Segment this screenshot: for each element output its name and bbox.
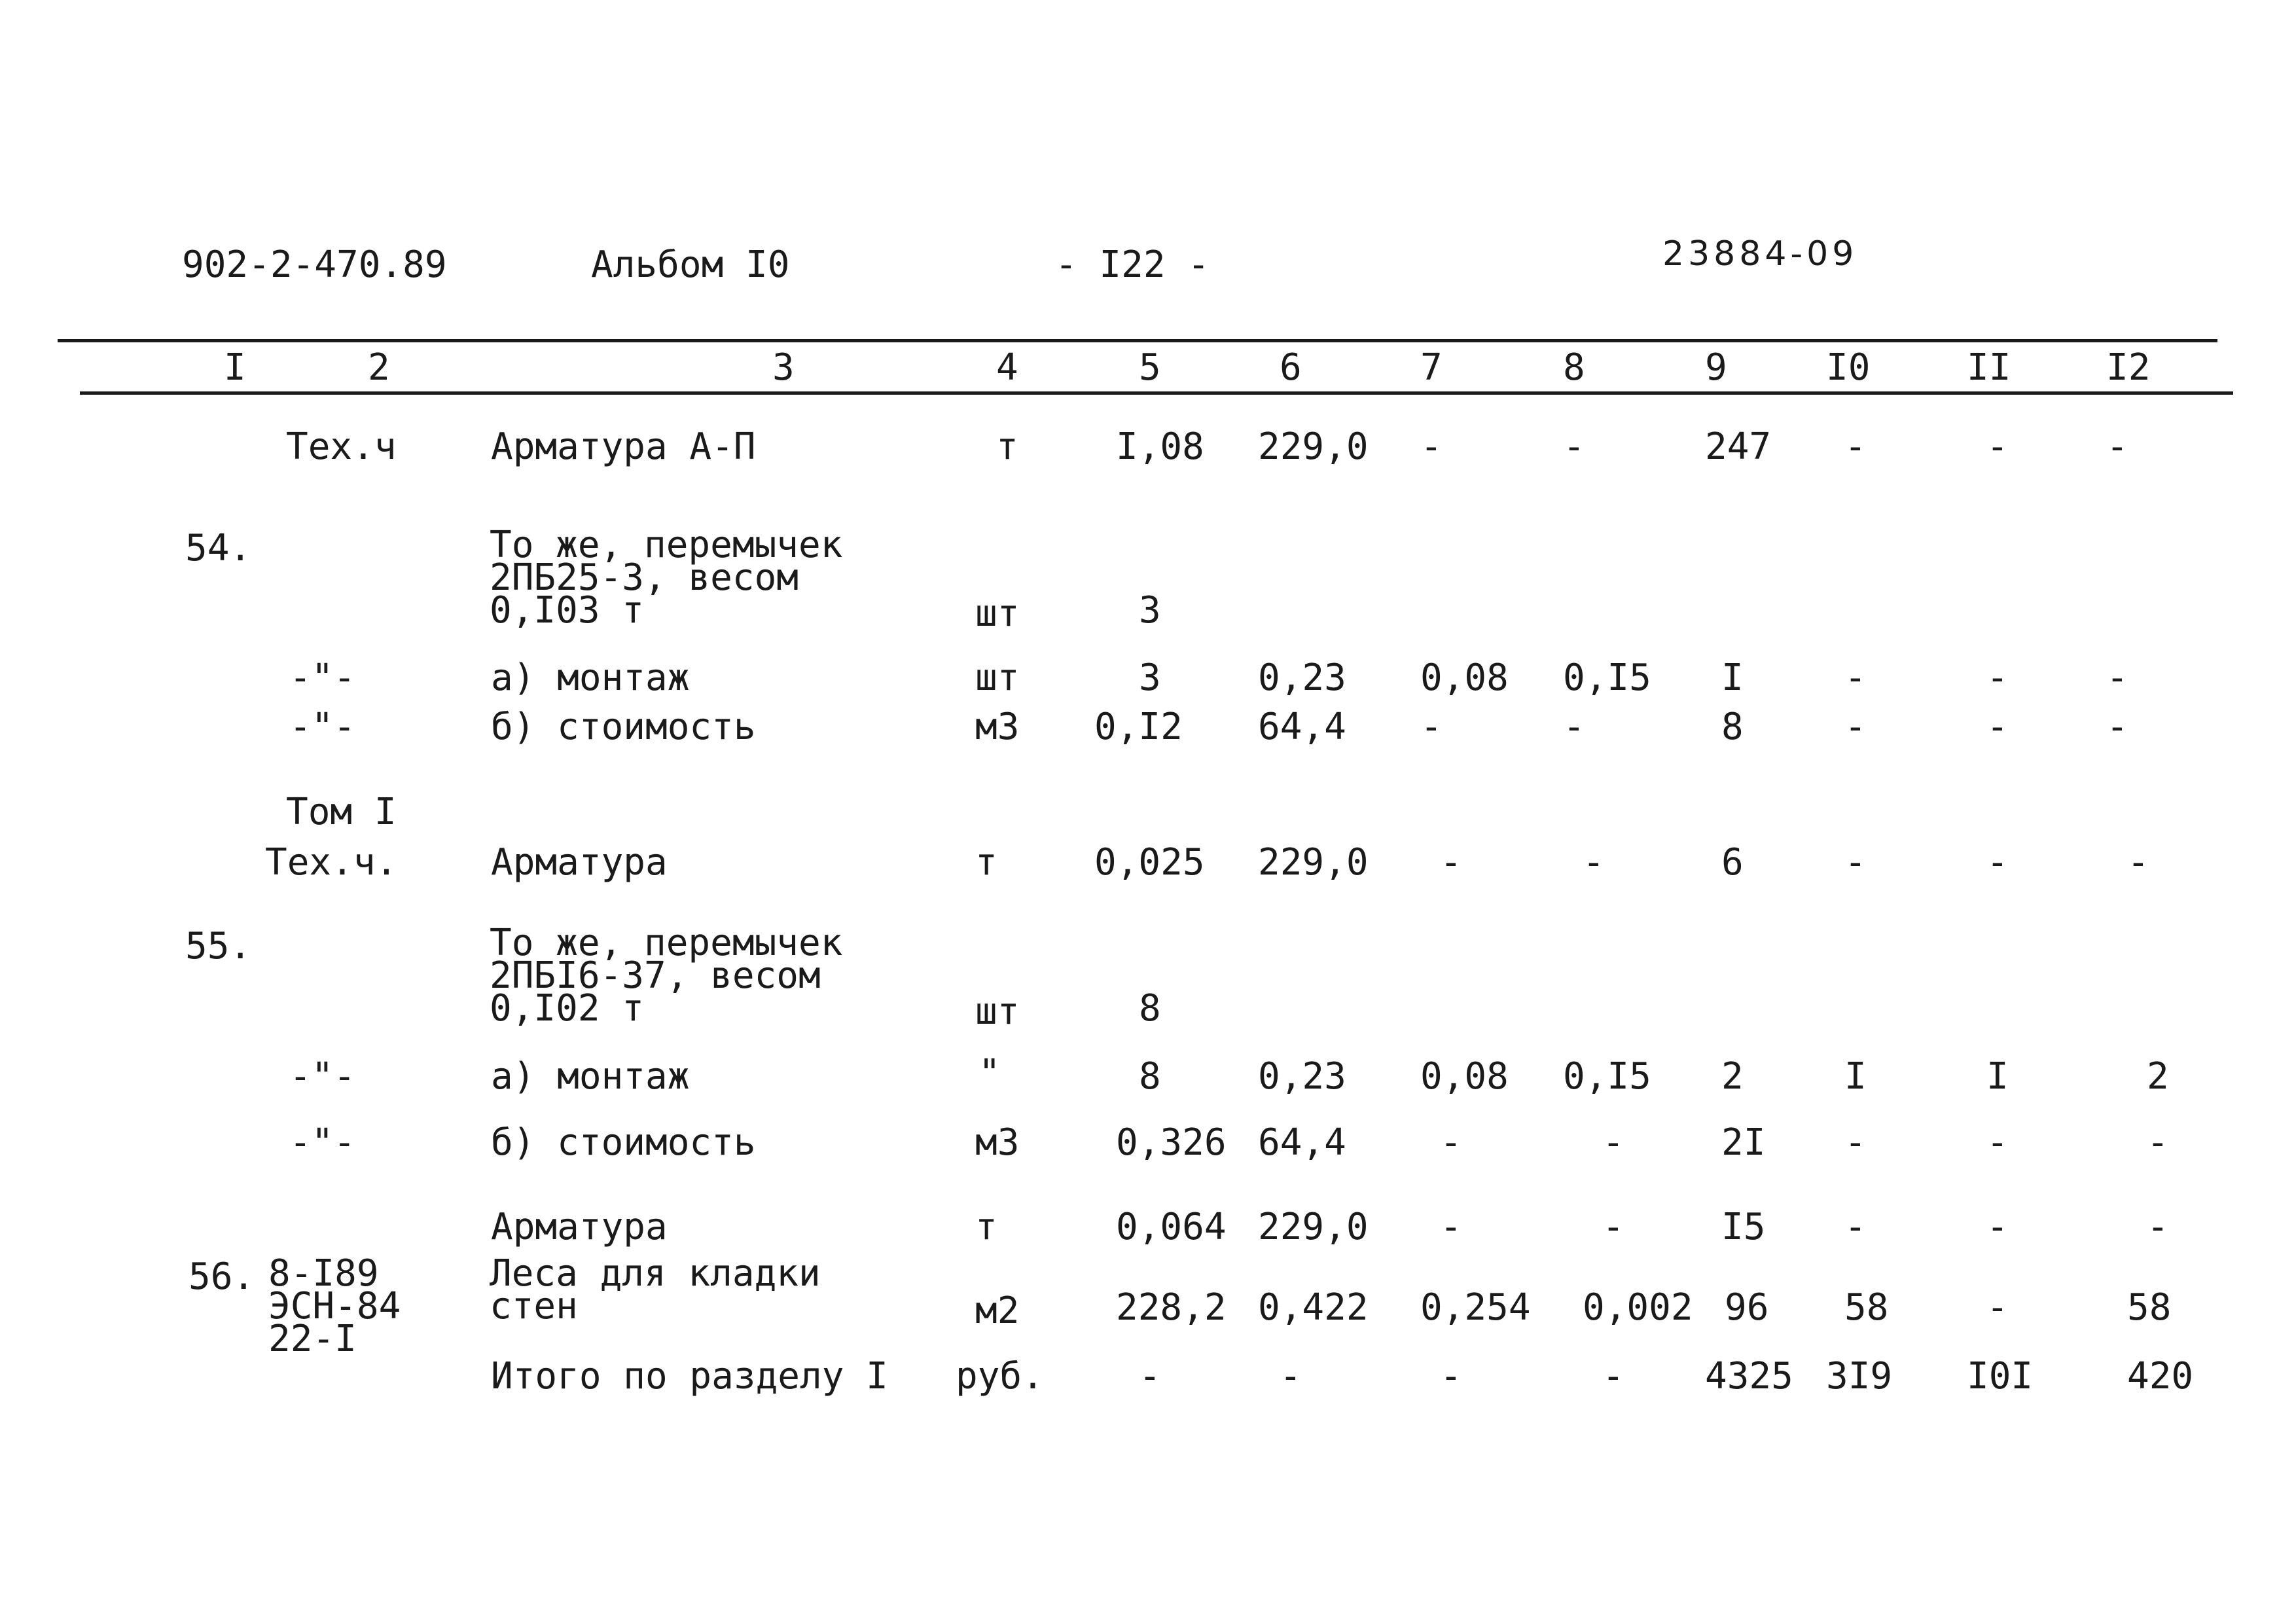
row9-c12: - — [2147, 1121, 2169, 1164]
col-header-9: 9 — [1705, 346, 1727, 389]
row2-qty: 3 — [1139, 589, 1161, 632]
total-c9: 4325 — [1705, 1355, 1793, 1398]
total-c8: - — [1602, 1355, 1624, 1398]
row3-c8: 0,I5 — [1563, 657, 1651, 699]
total-c6: - — [1280, 1355, 1302, 1398]
doc-code: 902-2-470.89 — [182, 244, 447, 286]
row4-c9: 8 — [1721, 706, 1744, 748]
col-header-12: I2 — [2106, 346, 2151, 389]
row3-c11: - — [1986, 657, 2009, 699]
row4-c12: - — [2106, 706, 2128, 748]
row2-unit: шт — [975, 592, 1020, 635]
col-header-7: 7 — [1420, 346, 1443, 389]
col-header-3: 3 — [772, 346, 795, 389]
row6-qty: 0,025 — [1094, 841, 1205, 884]
header-bottom-rule — [80, 391, 2233, 395]
row8-c9: 2 — [1721, 1055, 1744, 1098]
row11-qty: 228,2 — [1116, 1286, 1227, 1329]
row10-qty: 0,064 — [1116, 1206, 1227, 1248]
row1-c6: 229,0 — [1258, 425, 1369, 468]
handwritten-number: 23884-09 — [1662, 234, 1858, 274]
col-header-10: I0 — [1826, 346, 1871, 389]
row1-ref: Тех.ч — [286, 425, 397, 468]
album-label: Альбом I0 — [591, 244, 790, 286]
row7-name: То же, перемычек 2ПБI6-37, весом 0,I02 т — [490, 922, 843, 1030]
row8-c8: 0,I5 — [1563, 1055, 1651, 1098]
col-header-11: II — [1967, 346, 2011, 389]
row11-c10: 58 — [1844, 1286, 1889, 1329]
row8-name: а) монтаж — [491, 1055, 690, 1098]
row3-qty: 3 — [1139, 657, 1161, 699]
row4-c8: - — [1563, 706, 1585, 748]
row4-c10: - — [1844, 706, 1867, 748]
row9-unit: м3 — [975, 1121, 1020, 1164]
row6-c12: - — [2127, 841, 2149, 884]
row10-c10: - — [1844, 1206, 1867, 1248]
row11-c7: 0,254 — [1420, 1286, 1531, 1329]
header-top-rule — [58, 339, 2217, 342]
row11-c12: 58 — [2127, 1286, 2172, 1329]
total-c12: 420 — [2127, 1355, 2194, 1398]
row6-c6: 229,0 — [1258, 841, 1369, 884]
row1-name: Арматура А-П — [491, 425, 756, 468]
row11-c9: 96 — [1725, 1286, 1769, 1329]
row9-name: б) стоимость — [491, 1121, 756, 1164]
row3-ref: -"- — [289, 657, 356, 699]
row6-c7: - — [1440, 841, 1462, 884]
row4-unit: м3 — [975, 706, 1020, 748]
row4-c7: - — [1420, 706, 1443, 748]
total-c5: - — [1139, 1355, 1161, 1398]
row9-c6: 64,4 — [1258, 1121, 1346, 1164]
row8-c11: I — [1986, 1055, 2009, 1098]
row3-c7: 0,08 — [1420, 657, 1509, 699]
row9-c7: - — [1440, 1121, 1462, 1164]
row1-c10: - — [1844, 425, 1867, 468]
total-c10: 3I9 — [1826, 1355, 1893, 1398]
row3-c6: 0,23 — [1258, 657, 1346, 699]
row3-c9: I — [1721, 657, 1744, 699]
row8-c6: 0,23 — [1258, 1055, 1346, 1098]
row10-c6: 229,0 — [1258, 1206, 1369, 1248]
col-header-1: I — [224, 346, 246, 389]
total-c7: - — [1440, 1355, 1462, 1398]
row10-name: Арматура — [491, 1206, 668, 1248]
row2-item-number: 54. — [185, 527, 252, 569]
row9-c9: 2I — [1721, 1121, 1766, 1164]
row10-c7: - — [1440, 1206, 1462, 1248]
row7-unit: шт — [975, 990, 1020, 1033]
row1-qty: I,08 — [1116, 425, 1204, 468]
row10-c12: - — [2147, 1206, 2169, 1248]
row1-c7: - — [1420, 425, 1443, 468]
row9-c8: - — [1602, 1121, 1624, 1164]
row3-c10: - — [1844, 657, 1867, 699]
row1-c8: - — [1563, 425, 1585, 468]
row6-ref: Тех.ч. — [265, 841, 398, 884]
row7-item-number: 55. — [185, 925, 252, 967]
total-unit: руб. — [956, 1355, 1044, 1398]
row1-c12: - — [2106, 425, 2128, 468]
row11-ref: 8-I89 ЭСН-84 22-I — [268, 1252, 401, 1360]
col-header-5: 5 — [1139, 346, 1161, 389]
row11-unit: м2 — [975, 1290, 1020, 1332]
row5-volume: Том I — [286, 791, 397, 833]
row9-c11: - — [1986, 1121, 2009, 1164]
row11-c8: 0,002 — [1583, 1286, 1693, 1329]
col-header-4: 4 — [996, 346, 1018, 389]
row9-ref: -"- — [289, 1121, 356, 1164]
row10-c9: I5 — [1721, 1206, 1766, 1248]
row7-qty: 8 — [1139, 987, 1161, 1030]
row8-qty: 8 — [1139, 1055, 1161, 1098]
row8-ref: -"- — [289, 1055, 356, 1098]
row8-c12: 2 — [2147, 1055, 2169, 1098]
row8-c7: 0,08 — [1420, 1055, 1509, 1098]
row8-unit: " — [978, 1052, 1001, 1094]
page-number: - I22 - — [1055, 244, 1210, 286]
row6-c11: - — [1986, 841, 2009, 884]
row9-qty: 0,326 — [1116, 1121, 1227, 1164]
row6-name: Арматура — [491, 841, 668, 884]
row3-name: а) монтаж — [491, 657, 690, 699]
row3-c12: - — [2106, 657, 2128, 699]
row4-ref: -"- — [289, 706, 356, 748]
row11-c11: - — [1986, 1286, 2009, 1329]
row4-c6: 64,4 — [1258, 706, 1346, 748]
row10-c11: - — [1986, 1206, 2009, 1248]
row2-name: То же, перемычек 2ПБ25-3, весом 0,I03 т — [490, 524, 843, 632]
row1-c11: - — [1986, 425, 2009, 468]
total-c11: I0I — [1967, 1355, 2034, 1398]
col-header-2: 2 — [368, 346, 390, 389]
row1-c9: 247 — [1705, 425, 1772, 468]
row10-unit: т — [975, 1206, 997, 1248]
row10-c8: - — [1602, 1206, 1624, 1248]
row6-c9: 6 — [1721, 841, 1744, 884]
row1-unit: т — [996, 425, 1018, 468]
row4-qty: 0,I2 — [1094, 706, 1183, 748]
row11-c6: 0,422 — [1258, 1286, 1369, 1329]
row11-name: Леса для кладки стен — [490, 1252, 821, 1327]
row11-item-number: 56. — [188, 1255, 255, 1298]
row6-unit: т — [975, 841, 997, 884]
row8-c10: I — [1844, 1055, 1867, 1098]
total-label: Итого по разделу I — [491, 1355, 888, 1398]
col-header-8: 8 — [1563, 346, 1585, 389]
row6-c8: - — [1583, 841, 1605, 884]
col-header-6: 6 — [1280, 346, 1302, 389]
row6-c10: - — [1844, 841, 1867, 884]
row4-name: б) стоимость — [491, 706, 756, 748]
row9-c10: - — [1844, 1121, 1867, 1164]
row3-unit: шт — [975, 657, 1020, 699]
row4-c11: - — [1986, 706, 2009, 748]
